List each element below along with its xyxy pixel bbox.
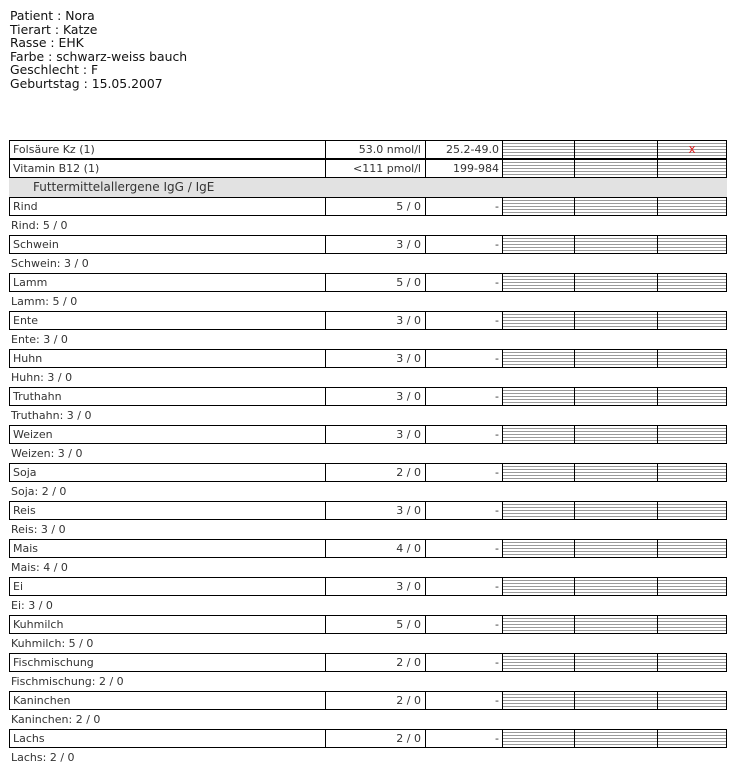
- allergen-note: Reis: 3 / 0: [11, 523, 66, 536]
- allergen-row: [0, 729, 737, 748]
- scale-cell-low: [502, 387, 574, 406]
- scale-cell-low: [502, 235, 574, 254]
- allergen-ref: -: [425, 425, 502, 444]
- scale-cell-normal: [574, 615, 657, 634]
- scale-cell-normal: [574, 311, 657, 330]
- allergen-row: [0, 235, 737, 254]
- scale-cell-high: [657, 691, 727, 710]
- allergen-row: [0, 349, 737, 368]
- allergen-ref: -: [425, 729, 502, 748]
- allergen-row: [0, 311, 737, 330]
- allergen-ref: -: [425, 501, 502, 520]
- section-header-row: [0, 178, 737, 197]
- scale-cell-high: [657, 273, 727, 292]
- scale-cell-low: [502, 349, 574, 368]
- scale-cell-high: [657, 577, 727, 596]
- patient-name: Patient : Nora: [10, 8, 95, 23]
- scale-cell-high: [657, 311, 727, 330]
- allergen-row: [0, 197, 737, 216]
- allergen-name: Kaninchen: [9, 691, 325, 710]
- allergen-value: 3 / 0: [325, 577, 425, 596]
- allergen-note: Truthahn: 3 / 0: [11, 409, 92, 422]
- allergen-note: Schwein: 3 / 0: [11, 257, 89, 270]
- scale-cell-high: [657, 387, 727, 406]
- allergen-name: Truthahn: [9, 387, 325, 406]
- reference-range: 25.2-49.0: [425, 140, 502, 159]
- allergen-list: [0, 197, 737, 767]
- allergen-ref: -: [425, 539, 502, 558]
- result-row-folsaeure: [0, 140, 737, 159]
- allergen-name: Schwein: [9, 235, 325, 254]
- scale-cell-normal: [574, 539, 657, 558]
- allergen-name: Huhn: [9, 349, 325, 368]
- allergen-ref: -: [425, 197, 502, 216]
- scale-cell-high: [657, 140, 727, 159]
- allergen-note: Rind: 5 / 0: [11, 219, 68, 232]
- allergen-name: Reis: [9, 501, 325, 520]
- scale-cell-high: [657, 235, 727, 254]
- patient-breed: Rasse : EHK: [10, 35, 84, 51]
- scale-cell-normal: [574, 273, 657, 292]
- allergen-ref: -: [425, 311, 502, 330]
- allergen-note: Soja: 2 / 0: [11, 485, 67, 498]
- scale-cell-normal: [574, 140, 657, 159]
- allergen-value: 2 / 0: [325, 463, 425, 482]
- allergen-row: [0, 273, 737, 292]
- allergen-ref: -: [425, 349, 502, 368]
- scale-cell-low: [502, 159, 574, 178]
- allergen-note: Weizen: 3 / 0: [11, 447, 83, 460]
- scale-cell-high: [657, 425, 727, 444]
- scale-cell-high: [657, 501, 727, 520]
- scale-cell-high: [657, 463, 727, 482]
- allergen-value: 3 / 0: [325, 349, 425, 368]
- allergen-value: 5 / 0: [325, 615, 425, 634]
- allergen-value: 5 / 0: [325, 273, 425, 292]
- patient-birthday: Geburtstag : 15.05.2007: [10, 75, 163, 91]
- patient-species: Tierart : Katze: [10, 21, 98, 37]
- allergen-value: 3 / 0: [325, 235, 425, 254]
- scale-cell-low: [502, 615, 574, 634]
- allergen-note: Lamm: 5 / 0: [11, 295, 78, 308]
- allergen-value: 2 / 0: [325, 653, 425, 672]
- allergen-note: Lachs: 2 / 0: [11, 751, 75, 764]
- allergen-name: Lamm: [9, 273, 325, 292]
- allergen-value: 3 / 0: [325, 387, 425, 406]
- allergen-value: 2 / 0: [325, 691, 425, 710]
- allergen-name: Kuhmilch: [9, 615, 325, 634]
- scale-cell-low: [502, 140, 574, 159]
- allergen-ref: -: [425, 691, 502, 710]
- test-value: <111 pmol/l: [325, 159, 425, 178]
- allergen-row: [0, 615, 737, 634]
- scale-cell-normal: [574, 729, 657, 748]
- allergen-note: Fischmischung: 2 / 0: [11, 675, 124, 688]
- allergen-ref: -: [425, 653, 502, 672]
- scale-cell-normal: [574, 349, 657, 368]
- allergen-value: 3 / 0: [325, 311, 425, 330]
- allergen-ref: -: [425, 615, 502, 634]
- allergen-note: Kuhmilch: 5 / 0: [11, 637, 94, 650]
- allergen-note: Kaninchen: 2 / 0: [11, 713, 101, 726]
- scale-cell-high: [657, 349, 727, 368]
- allergen-row: [0, 653, 737, 672]
- scale-cell-normal: [574, 653, 657, 672]
- result-row-vitamin-b12: [0, 159, 737, 178]
- allergen-row: [0, 425, 737, 444]
- scale-cell-normal: [574, 691, 657, 710]
- scale-cell-low: [502, 501, 574, 520]
- allergen-value: 2 / 0: [325, 729, 425, 748]
- allergen-name: Ei: [9, 577, 325, 596]
- scale-cell-low: [502, 197, 574, 216]
- test-value: 53.0 nmol/l: [325, 140, 425, 159]
- allergen-value: 5 / 0: [325, 197, 425, 216]
- allergen-ref: -: [425, 273, 502, 292]
- results-table: [0, 140, 737, 767]
- section-title: Futtermittelallergene IgG / IgE: [9, 178, 727, 197]
- scale-cell-high: [657, 197, 727, 216]
- scale-cell-low: [502, 691, 574, 710]
- scale-cell-low: [502, 577, 574, 596]
- scale-cell-low: [502, 463, 574, 482]
- scale-cell-normal: [574, 197, 657, 216]
- scale-cell-high: [657, 653, 727, 672]
- patient-sex: Geschlecht : F: [10, 62, 99, 78]
- allergen-row: [0, 691, 737, 710]
- allergen-name: Rind: [9, 197, 325, 216]
- allergen-note: Ente: 3 / 0: [11, 333, 68, 346]
- allergen-row: [0, 539, 737, 558]
- allergen-row: [0, 577, 737, 596]
- high-marker: x: [688, 142, 696, 156]
- test-name: Folsäure Kz (1): [9, 140, 325, 159]
- patient-color: Farbe : schwarz-weiss bauch: [10, 48, 188, 64]
- patient-info: [10, 9, 187, 91]
- allergen-row: [0, 463, 737, 482]
- allergen-value: 3 / 0: [325, 425, 425, 444]
- scale-cell-high: [657, 729, 727, 748]
- scale-cell-low: [502, 653, 574, 672]
- allergen-ref: -: [425, 577, 502, 596]
- scale-cell-normal: [574, 577, 657, 596]
- allergen-name: Ente: [9, 311, 325, 330]
- scale-cell-normal: [574, 425, 657, 444]
- scale-cell-normal: [574, 159, 657, 178]
- allergen-ref: -: [425, 235, 502, 254]
- scale-cell-high: [657, 159, 727, 178]
- scale-cell-normal: [574, 235, 657, 254]
- scale-cell-low: [502, 273, 574, 292]
- scale-cell-normal: [574, 387, 657, 406]
- allergen-value: 3 / 0: [325, 501, 425, 520]
- allergen-name: Soja: [9, 463, 325, 482]
- allergen-ref: -: [425, 387, 502, 406]
- scale-cell-low: [502, 311, 574, 330]
- scale-cell-normal: [574, 463, 657, 482]
- allergen-note: Ei: 3 / 0: [11, 599, 53, 612]
- allergen-note: Mais: 4 / 0: [11, 561, 68, 574]
- allergen-name: Mais: [9, 539, 325, 558]
- allergen-row: [0, 387, 737, 406]
- test-name: Vitamin B12 (1): [9, 159, 325, 178]
- allergen-row: [0, 501, 737, 520]
- scale-cell-low: [502, 729, 574, 748]
- allergen-name: Weizen: [9, 425, 325, 444]
- allergen-ref: -: [425, 463, 502, 482]
- scale-cell-high: [657, 615, 727, 634]
- scale-cell-high: [657, 539, 727, 558]
- scale-cell-normal: [574, 501, 657, 520]
- allergen-value: 4 / 0: [325, 539, 425, 558]
- allergen-note: Huhn: 3 / 0: [11, 371, 73, 384]
- allergen-name: Lachs: [9, 729, 325, 748]
- scale-cell-low: [502, 425, 574, 444]
- reference-range: 199-984: [425, 159, 502, 178]
- scale-cell-low: [502, 539, 574, 558]
- allergen-name: Fischmischung: [9, 653, 325, 672]
